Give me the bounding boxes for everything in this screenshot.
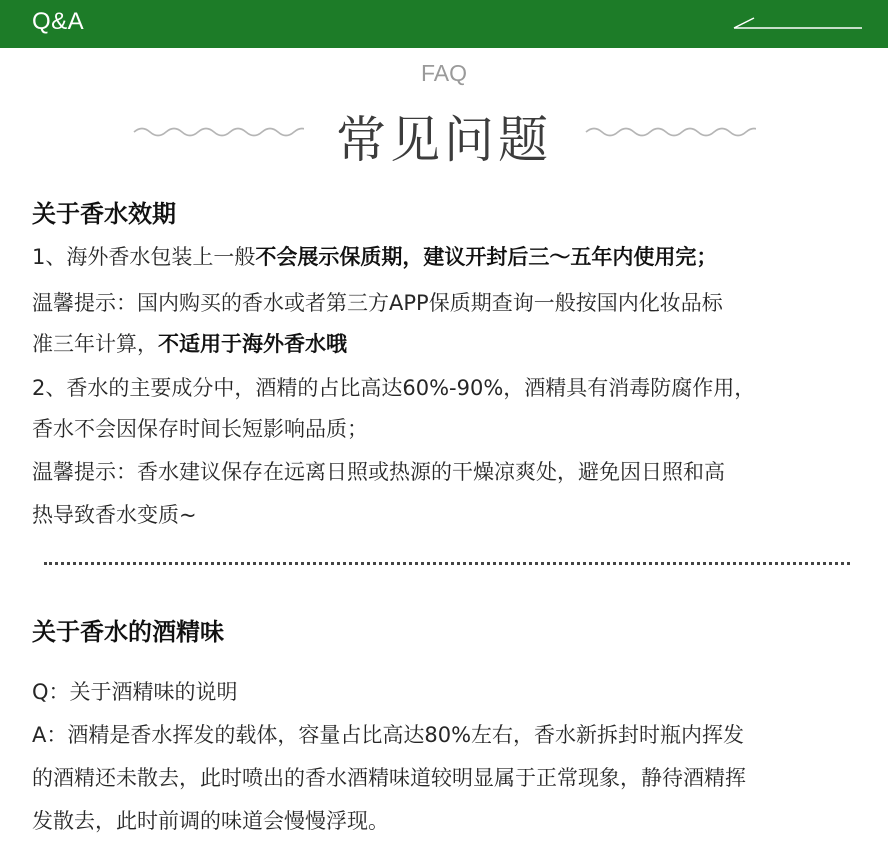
expiry-line-2b: 香水不会因保存时间长短影响品质； <box>32 417 368 441</box>
alcohol-question: Q：关于酒精味的说明 <box>32 680 238 704</box>
expiry-line-2a: 2、香水的主要成分中，酒精的占比高达60%-90%，酒精具有消毒防腐作用， <box>32 376 756 400</box>
expiry-tip-2-line-1: 温馨提示：香水建议保存在远离日照或热源的干燥凉爽处，避免因日照和高 <box>32 460 725 484</box>
section-heading-expiry: 关于香水效期 <box>32 200 176 228</box>
page-title: 常见问题 <box>336 111 552 169</box>
expiry-line-1-text: 1、海外香水包装上一般 <box>32 245 256 269</box>
expiry-tip-1-line-2 <box>32 328 347 358</box>
alcohol-answer-line-3: 发散去，此时前调的味道会慢慢浮现。 <box>32 809 389 833</box>
expiry-tip-2-line-2: 热导致香水变质~ <box>32 503 197 527</box>
expiry-line-1-bold: 不会展示保质期，建议开封后三～五年内使用完； <box>255 245 718 269</box>
section-heading-alcohol: 关于香水的酒精味 <box>32 618 224 646</box>
dotted-divider <box>44 562 850 565</box>
header-bar <box>0 0 888 48</box>
expiry-tip-1-line-2-text: 准三年计算， <box>32 332 158 356</box>
wave-decoration-right-icon <box>584 124 756 140</box>
faq-label: FAQ <box>420 60 467 86</box>
alcohol-answer-line-1: A：酒精是香水挥发的载体，容量占比高达80%左右，香水新拆封时瓶内挥发 <box>32 723 745 747</box>
expiry-line-1 <box>32 241 717 271</box>
expiry-tip-1-line-1: 温馨提示：国内购买的香水或者第三方APP保质期查询一般按国内化妆品标 <box>32 291 723 315</box>
expiry-tip-1-line-2-bold: 不适用于海外香水哦 <box>158 332 347 356</box>
header-title: Q&A <box>32 8 85 35</box>
pen-stroke-icon <box>730 12 866 34</box>
alcohol-answer-line-2: 的酒精还未散去，此时喷出的香水酒精味道较明显属于正常现象，静待酒精挥 <box>32 766 746 790</box>
